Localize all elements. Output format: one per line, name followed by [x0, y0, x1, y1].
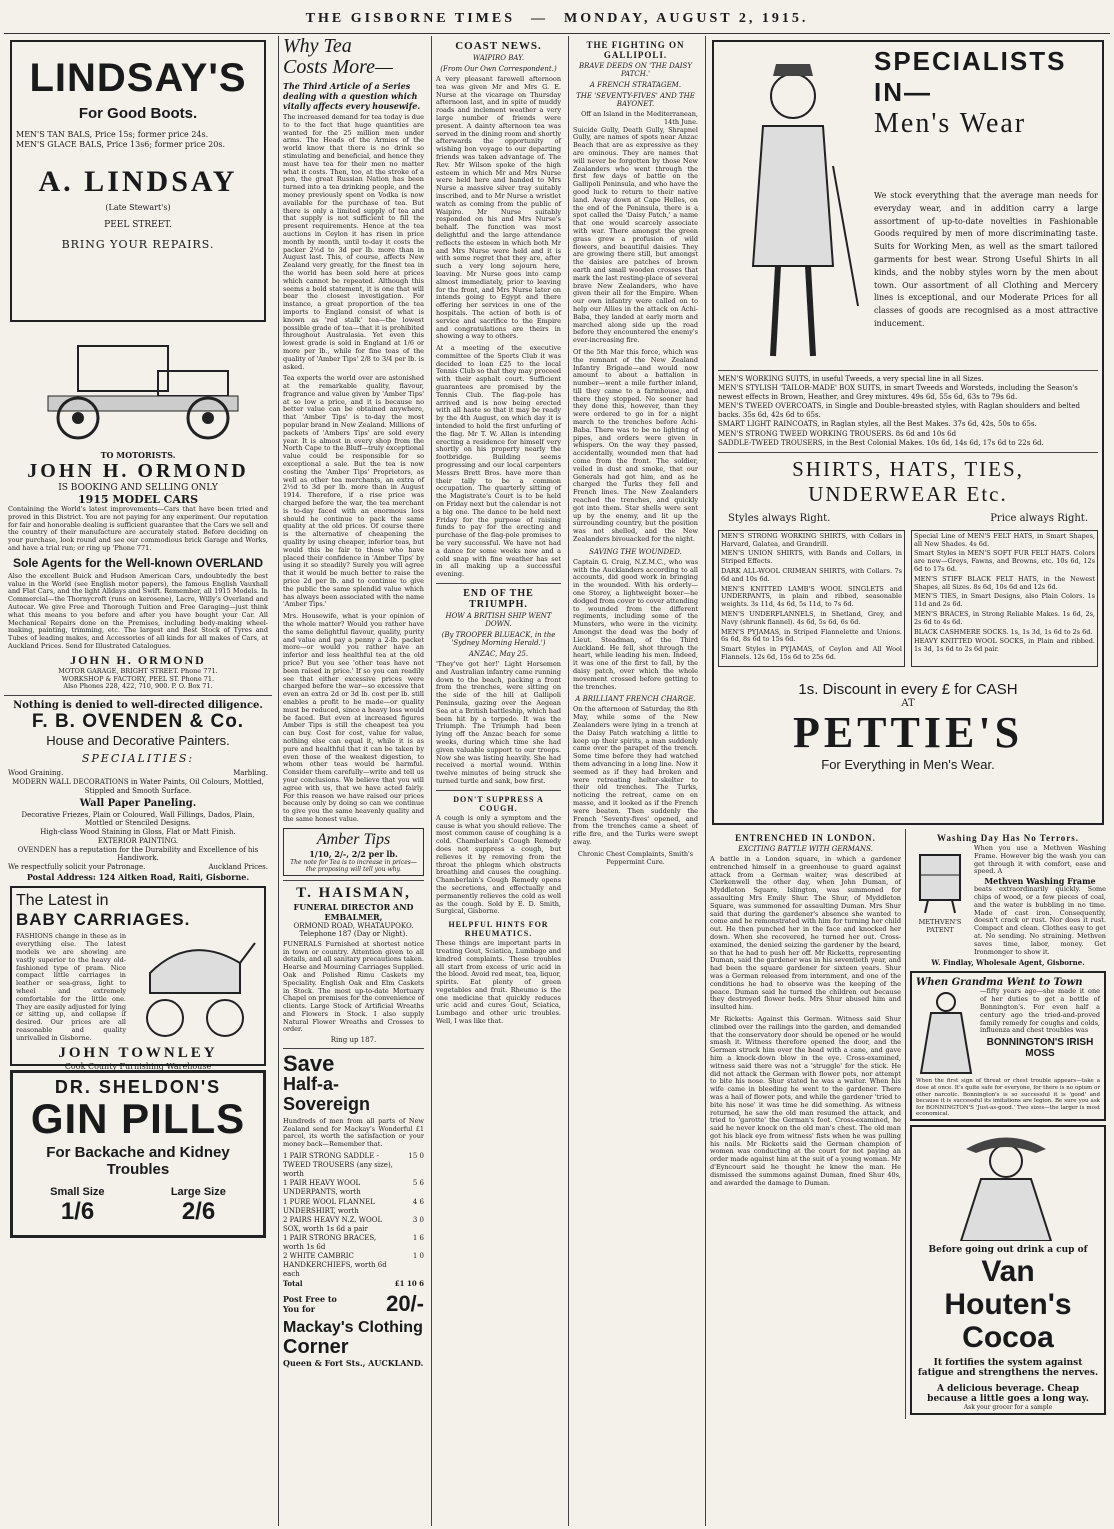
ovenden-l2: MODERN WALL DECORATIONS in Water Paints, Oil Colours, Mottled, Stippled and Smooth Surface.: [12, 778, 264, 795]
coast-from: (From Our Own Correspondent.): [440, 65, 557, 73]
coast-place: WAIPIRO BAY.: [472, 54, 525, 62]
lindsay-cta: BRING YOUR REPAIRS.: [61, 237, 215, 251]
grandma-title: When Grandma Went to Town: [916, 977, 1083, 989]
vanhouten-small: Ask your grocer for a sample: [963, 1404, 1053, 1412]
ovenden-ad: [8, 700, 268, 882]
mackay-postprice: 20/-: [386, 1291, 424, 1317]
bonnington-ad: [910, 971, 1106, 1121]
mackay-item: [283, 1179, 424, 1197]
mackay-item-text: 2 PAIRS HEAVY N.Z. WOOL SOX, worth 1s 6d a pair: [283, 1215, 383, 1233]
gin-product: GIN PILLS: [30, 1095, 246, 1143]
shirt-item: DARK ALL-WOOL CRIMEAN SHIRTS, with Collars. 7s 6d and 10s 6d.: [721, 566, 902, 583]
ovenden-trade: House and Decorative Painters.: [46, 733, 230, 749]
specialists-item: MEN'S WORKING SUITS, in useful Tweeds, a very special line in all Sizes.: [718, 375, 984, 383]
vanhouten-ad: [910, 1125, 1106, 1415]
ovenden-l7: OVENDEN has a reputation for the Durability and Excellence of his Handiwork.: [17, 845, 259, 863]
rheum-body: These things are important parts in treating Gout, Sciatica, Lumbago and kindred complaints. These troubles all start from excess of uric acid in the blood. Avoid red meat, tea, liquor, spirits. Eat plenty of green vegetables and fruit. Rheumo is the one medicine that quickly reduces uric acid and cures Gout, Sciatica, Lumbago and other uric troubles. Well, I was like that.: [436, 939, 561, 1026]
paper-name: THE GISBORNE TIMES: [305, 10, 516, 26]
triumph-anzac: ANZAC, May 25.: [468, 650, 529, 658]
tea-sub: The Third Article of a Series dealing with a question which vitally affects every housewife.: [283, 81, 421, 111]
ovenden-l8b: Auckland Prices.: [208, 863, 268, 872]
mackay-item: [283, 1152, 424, 1179]
vanhouten-slogan: A delicious beverage. Cheap because a little goes a long way.: [927, 1384, 1089, 1405]
lindsay-name: A. LINDSAY: [38, 164, 238, 198]
specialists-ad: [712, 40, 1104, 825]
ormond-phones: Also Phones 228, 422, 710, 900. P. O. Box 71.: [63, 682, 213, 691]
mackay-item: [283, 1198, 424, 1216]
specialists-t1: SPECIALISTS: [874, 46, 1067, 76]
ormond-body: Containing the World's latest improvements—Cars that have been tried and proved in this District. You are not paying for any experiment. Our reputation for fair and honorable dealing is sufficient guarantee that the Cars we sell and the country of their manufacture are accurately stated. Before deciding on your purchase, look round and see our commodious brick Garage and Works, and have a trial run; or ring up 'Phone 771.: [8, 505, 268, 552]
triumph-title: END OF THE TRIUMPH.: [463, 588, 534, 610]
mackay-intro: Hundreds of men from all parts of New Zealand send for Mackay's Wonderful £1 parcel, its worth the satisfaction or your money back—Remember that.: [283, 1116, 424, 1149]
haisman-trade1: FUNERAL DIRECTOR AND: [293, 901, 414, 912]
triumph-body: 'They've got her!' Light Horsemen and Australian infantry came running down to the beach, packing a front from the trenches, were sitting on the side of the hill at Gallipoli Peninsula, gazing over the Aegean Sea at a British battleship, which had been hit by a torpedo. It was the Triumph. The Triumph had been lying off the Anzac beach for some weeks, during which time she had given valuable support to our troops. Now she was listing heavily. She had received a mortal wound. Within twelve minutes of being struck she turned turtle and sank, bow first.: [436, 660, 561, 785]
mackay-t1: Save: [283, 1051, 335, 1077]
shirt-item: Smart Styles in PYJAMAS, of Ceylon and All Wool Flannels. 12s 6d, 15s 6d to 25s 6d.: [721, 645, 902, 661]
column-4: [568, 36, 702, 1526]
fighting-sub: BRAVE DEEDS ON 'THE DAISY PATCH.': [579, 62, 692, 78]
lindsay-note: (Late Stewart's): [105, 202, 171, 212]
ormond-ad: [8, 326, 268, 691]
washing-sign: W. Findlay, Wholesale Agent, Gisborne.: [931, 958, 1085, 968]
fighting-sub2: THE 'SEVENTY-FIVES' AND THE BAYONET.: [576, 92, 695, 108]
specialists-item: SMART LIGHT RAINCOATS, in Raglan styles, all the Best Makes. 37s 6d, 42s, 50s to 65s.: [718, 420, 1037, 429]
ovenden-l8a: We respectfully solicit your Patronage.: [8, 863, 146, 872]
mackay-name2: Corner: [283, 1336, 349, 1359]
mackay-addr: Queen & Fort Sts., AUCKLAND.: [283, 1358, 424, 1369]
shirt-item: MEN'S UNION SHIRTS, with Bands and Collars, in Striped Effects.: [721, 549, 902, 566]
baby-carriage-ad: [10, 886, 266, 1072]
lindsay-ad: [10, 40, 266, 322]
entrenched-sub: EXCITING BATTLE WITH GERMANS.: [738, 845, 873, 853]
baby-title2: BABY CARRIAGES.: [16, 910, 191, 930]
fighting-body4: On the afternoon of Saturday, the 8th May, while some of the New Zealanders were lying in a trench at the Daisy Patch watching a little to keep up their spirits, a man suddenly came over the parapet of the trench. Some time before they had watched them advancing in a long line. Now it seemed as if they had broken and were retreating helter-skelter to their old trenches. The Turks, noticing the retreat, came on en masse, and it looked as if the French were beaten. Then suddenly the French 'Seventy-fives' opened, and from the trenches came a sheet of rifle fire, and the Turks were swept away.: [573, 705, 698, 846]
shirt-item: MEN'S STRONG WORKING SHIRTS, with Collars in Harvard, Galatea, and Grandrill.: [721, 531, 902, 548]
tea-tag2: The note for Tea is to increase in prices—the proposing will tell you why.: [290, 858, 417, 873]
coast-title: COAST NEWS.: [455, 40, 542, 52]
washing-body2: beats extraordinarily quickly. Some chips of wood, or a few pieces of coal, and the water is bubbling in no time. Made of cast iron. Consequently, doesn't crack or rust. Nor does it rust. Compact and clean. Clothes easy to get at. No sending. No straining. Methven saves time, labor, money. Get Ironmonger to show it.: [974, 885, 1106, 956]
tea-body3: Mrs. Housewife, what is your opinion of the whole matter? Would you rather have the same delightful flavour, quality, purity and value and pay a penny a 2-lb. packet more—or would you rather have an inferior and less healthful tea at the old price? But you see 'other teas have not been raised in price.' If so you can readily see that either excessive prices were charged before the war—so excessive that even an extra 2d or 3d lb. cost per lb. still enables a profit to be made—or quality must be reduced, since a heavy loss would be faced. But even at increased figures Amber Tips is still the cheapest tea you can buy. Cost for cost, value for value, nothing else can equal it, while it is as pure and healthful that it can be taken by even those of the weakest digestion, to whom other teas would be harmful. Consider them carefully—write and tell us your conclusions. We believe that you will agree with us, that we have acted fairly. For this reason we have raised our prices because only by doing so can we continue to give you the same heavenly quality and the same honest value.: [283, 612, 424, 823]
fighting-body3: Captain G. Craig, N.Z.M.C., who was with the Aucklanders according to all accounts, did good work in bringing in the wounded. With his orderly—one Storey, a lightweight boxer—he dodged from cover to cover attending to wounded from the different regiments, including some of the Munsters, who were in the vicinity. Amongst the dead was the body of Lieut. Steadman, of the Third Auckland. He fell, shot through the heart, while leading his men. Indeed, it was one of the first to fall, by the daisy patch, over which the whole movement crossed before getting to the trenches.: [573, 557, 698, 691]
column-3: [431, 36, 565, 1526]
tea-title1: Why Tea: [283, 36, 352, 57]
mackay-item-text: 1 PAIR STRONG SADDLE - TWEED TROUSERS (any size), worth: [283, 1152, 393, 1179]
ovenden-spec: SPECIALITIES:: [81, 752, 195, 766]
mackay-item-price: 15 0: [408, 1152, 424, 1161]
hat-item: Special Line of MEN'S FELT HATS, in Smart Shapes, all New Shades. 4s 6d.: [914, 531, 1095, 548]
ovenden-l5: High-class Wood Staining in Gloss, Flat or Matt Finish.: [40, 828, 236, 837]
discount: 1s. Discount in every £ for CASH: [798, 680, 1018, 698]
washing-label: METHVEN'S PATENT: [918, 918, 962, 934]
column-1: [4, 36, 272, 1526]
mackay-item-text: 1 PAIR HEAVY WOOL UNDERPANTS, worth: [283, 1179, 361, 1197]
ovenden-l1b: Marbling.: [233, 769, 268, 778]
washing-title: Washing Day Has No Terrors.: [936, 833, 1080, 843]
tea-title2: Costs More—: [283, 56, 393, 78]
mackay-item-price: 3 0: [412, 1215, 424, 1224]
fighting-title: THE FIGHTING ON GALLIPOLI.: [586, 40, 685, 60]
hat-item: HEAVY KNITTED WOOL SOCKS, in Plain and ribbed. 1s 3d, 1s 6d to 2s 6d pair.: [914, 637, 1095, 654]
entrenched-body: A battle in a London square, in which a gardener entrenched himself in a greenhouse to guard against attack from a German waiter, was described at Clerkenwell the other day, when John Duman, of Myddleton Square, Islington, was summoned for assaulting Mrs Emily Shur. The Shur, of Myddleton Square, was summoned for assaulting Duman. Mrs Shur said that during the gardener's absence she wanted to come and he remonstrated with him for turning her child out. He then punched her in the face and knocked her down. When she recovered, he turned her out. Cross-examined, the denied seizing the gardener by the beard, so that he had to push her off. Mr Ricketts, representing Duman, said the gardener was in his seventieth year, and had been the square gardener for sixteen years. Shur was a German released from internment, and one of the conditions he had to observe was the keeping of the peace. Duman said he turned the children out because they destroyed flower beds. Mrs Shur abused him and insulted him.: [710, 855, 901, 1012]
specialists-items: [718, 375, 1098, 448]
mackay-item: [283, 1216, 424, 1234]
hats-list: [911, 530, 1098, 667]
shirt-item: MEN'S UNDERFLANNELS, in Shetland, Grey, and Navy (shrunk flannel). 4s 6d, 5s 6d, 6s 6d.: [721, 609, 902, 626]
gin-large: Large Size: [170, 1186, 226, 1199]
specialists-body: We stock everything that the average man needs for everyday wear, and in addition carry a large assortment of up-to-date novelties in Fashionable Goods required by men of more discriminating taste. Suits for Working Men, as well as the smart tailored garments for best wear. Strong Useful Shirts in all kinds, and the nobby styles worn by the men about town. Our assortment of all Clothing and Mercery lines is exceptional, and our Moderate Prices for all classes of goods are recognised as a most attractive inducement.: [874, 191, 1098, 328]
coast-body: A very pleasant farewell afternoon tea was given Mr and Mrs G. E. Nurse at the vicarage on Thursday afternoon last, and in spite of muddy roads and inclement weather a very large number of friends were present. A dainty afternoon tea was served in the dining room and shortly afterwards the opportunity of wishing bon voyage to our departing friends was taken advantage of. The Rev. Mr Wilson spoke of the high esteem in which Mr and Mrs Nurse were held here and handed to Mrs Nurse a massive silver tray suitably inscribed, and to Mr Nurse a wristlet watch as coming from the public of Waipiro. Mr Nurse suitably responded on his and Mrs Nurse's behalf. The function was most delightful and the large attendance reflects the esteem in which both Mr and Mrs Nurse were held and it is with some regret that they are, after such a very long sojourn here, leaving. Mr Nurse goes into camp almost immediately, prior to leaving for the front, and Mrs Nurse later on intends going to Egypt and there offering her services in one of the hospitals. The action of both is of service and sacrifice to the Empire and congratulations are theirs in showing a way to others.: [436, 75, 561, 341]
mackay-item-price: 4 6: [412, 1197, 424, 1206]
mackay-item: [283, 1234, 424, 1252]
shirt-item: MEN'S PYJAMAS, in Striped Flannelette and Unions. 6s 6d, 8s 6d to 15s 6d.: [721, 627, 902, 644]
vanhouten-brand: Van Houten's: [944, 1255, 1072, 1322]
tea-logo: Amber Tips: [316, 830, 391, 848]
coast-body2: At a meeting of the executive committee of the Sports Club it was decided to loan £25 to the local Tennis Club so that they may proceed with their asphalt court. Sufficient guarantees are promised by the Tennis Club. The flag-pole has arrived and is now being erected with all haste so that it may be ready by the 4th August, on which day it is intended to hold the first unfurling of the flag. Mr T. W. Allan is intending erecting a residence for himself very shortly on his property nearly the footbridge. Building seems progressing and our local carpenters Messrs Brett Bros. have more than their tally to be a common occupation. The quarterly sitting of the Magistrate's Court is to be held on Friday next but the calendar is not a big one. The dance to be held next Friday for the purpose of raising funds to pay for the erecting and purchase of the flag-pole promises to be very successful. We have not had a dance for some weeks now and a cold snap with fine weather has set in all making up a successful evening.: [436, 344, 561, 579]
haisman-name: T. HAISMAN,: [296, 884, 411, 901]
mackay-name1: Mackay's Clothing: [283, 1319, 423, 1337]
ovenden-addr: Postal Address: 124 Aitken Road, Raiti, Gisborne.: [26, 872, 250, 883]
ormond-body2: Also the excellent Buick and Hudson American Cars, undoubtedly the best value in the World (see English motor papers), the famous English Vauxhall and Flat Cars, and the light Alldays and Swift. Remember, all 1915 Models. In Commercial—the Thornycroft (runs on kerosene), Lacre, Willy's Overland and Autocar. We give Free and Thorough Tuition and Free Garaging—just think what this means to you before and after you have bought your Car. All Mechanical Repairs done on the Premises, including body-making wheel-making, painting, trimming, etc. The largest and Best Stock of Tyres and Tubes of leading makes, and Accessories of all kinds for all makes of Cars, at Auckland Prices. Send for Illustrated Catalogues.: [8, 571, 268, 650]
hat-item: BLACK CASHMERE SOCKS. 1s, 1s 3d, 1s 6d to 2s 6d.: [914, 627, 1093, 636]
baby-title1: The Latest in: [16, 892, 109, 910]
hat-item: Smart Styles in MEN'S SOFT FUR FELT HATS. Colors are new—Greys, Fawns, and Browns, etc. 10s 6d, 12s 6d to 17s 6d.: [914, 549, 1095, 573]
fighting-saving: SAVING THE WOUNDED.: [589, 547, 682, 556]
vanhouten-product: Cocoa: [962, 1321, 1054, 1355]
ormond-address: MOTOR GARAGE, BRIGHT STREET. Phone 771.: [58, 666, 218, 675]
entrenched-article: [706, 829, 906, 1419]
bonnington-brand: BONNINGTON'S IRISH MOSS: [986, 1037, 1094, 1060]
masthead: THE GISBORNE TIMES — MONDAY, AUGUST 2, 1915.: [4, 4, 1110, 34]
mackay-item-price: 1 6: [412, 1233, 424, 1242]
lindsay-title: LINDSAY'S: [29, 56, 247, 100]
vanhouten-tag: It fortifies the system against fatigue and strengthens the nerves.: [917, 1358, 1099, 1379]
ormond-to: TO MOTORISTS.: [100, 450, 176, 460]
ormond-agents: Sole Agents for the Well-known OVERLAND: [12, 555, 263, 570]
mackay-items: [283, 1152, 424, 1279]
tea-tag: 1/10, 2/-, 2/2 per lb.: [309, 848, 398, 859]
specialists-t2: IN—: [874, 77, 932, 107]
lindsay-line2: MEN'S GLACE BALS, Price 13s6; former price 20s.: [16, 140, 226, 150]
fighting-strat: A FRENCH STRATAGEM.: [589, 81, 682, 89]
haisman-addr: ORMOND ROAD, WHATAUPOKO.: [293, 921, 414, 930]
baby-name: JOHN TOWNLEY: [58, 1045, 218, 1062]
specialists-item: MEN'S STRONG TWEED WORKING TROUSERS. 8s 6d and 10s 6d: [718, 429, 957, 438]
washing-product: Methven Washing Frame: [984, 876, 1096, 887]
pram-illustration: [130, 933, 260, 1043]
triumph-trooper: (By TROOPER BLUEACK, in the 'Sydney Morning Herald.'): [441, 631, 556, 647]
tea-body2: Tea experts the world over are astonished at the remarkable quality, flavour, fragrance and value given by 'Amber Tips' at so low a price, and it is because no better value can be obtained anywhere, that 'Amber Tips' is to-day the most popular brand in New Zealand. Millions of packets of 'Ambers Tips' are sold every year. It is almost in every shop from the North Cape to the Bluff—truly exceptional value could be responsible for so exceptional a sale. But the tea is now costing the 'Amber Tips' Proprietors, as well as other tea merchants, an extra of 2½d to 3d per lb. more than in August 1914. Therefore, if a rise price was charged before the war, the tea merchant is to-day faced with an enormous loss should he continue to pack the same quality at the old prices. Of course there is the alternative of cheapening the quality by using cheaper, inferior teas, but would this be fair to those who have placed their confidence in 'Amber Tips' by using it so steadily? Surely you will agree that it would be much better to raise the price 2d per lb. and to continue to give the public the same splendid value which has always been associated with the name 'Amber Tips.': [283, 374, 424, 609]
entrenched-title: ENTRENCHED IN LONDON.: [735, 833, 876, 843]
gin-for: For Backache and Kidney Troubles: [46, 1144, 230, 1179]
ovenden-l4: Decorative Friezes, Plain or Coloured, Wall Fillings, Dados, Plain, Mottled or Stenciled Designs.: [21, 810, 255, 828]
lindsay-sub: For Good Boots.: [78, 105, 198, 122]
gin-pills-ad: [10, 1070, 266, 1238]
haisman-ring: Ring up 187.: [330, 1036, 377, 1045]
specialists-t3: Men's Wear: [874, 108, 1027, 139]
tea-body: The increased demand for tea today is due to to the fact that huge quantities are wanted for the 25 million men under arms. The Heads of the Armies of the world know that there is no drink so stimulating and beneficial, and hence they must have tea for their men no matter what it costs. Then, too, at the stroke of a pen, the great Russian Nation has been turned into a tea drinking people, and the money previously spent on Vodka is now available for the purchase of tea. But there is only a limited supply of tea and that supply is not sufficient to fill the present requirements. Hence at the tea auctions in Ceylon it has risen in price month by month, until to-day it costs the packer 2½d to 3d per lb. more than in August last. This, of course, affects New Zealand very greatly, for the finest tea in the world has been sold here at prices which cannot be repeated. Although this seems a bold statement, it is one that will bear the closest investigation. For instance, a great proportion of the tea imports to England consist of what is known as 'red stalk' tea—the lowest possible grade of tea—that it is prohibited throughout Australasia. Yet even this lowest grade is sold in England at 1/6 or more per lb., while for fine teas of the quality of 'Amber Tips' 2/8 to 3/4 per lb. is asked.: [283, 113, 424, 371]
washer-illustration: [910, 845, 970, 915]
mackay-item-text: 1 PAIR STRONG BRACES, worth 1s 6d: [283, 1233, 377, 1251]
mackay-item-text: 1 PURE WOOL FLANNEL UNDERSHIRT, worth: [283, 1197, 375, 1215]
haisman-trade2: EMBALMER,: [324, 911, 383, 922]
lady-illustration: [916, 1131, 1096, 1241]
specialists-item: MEN'S STYLISH 'TAILOR-MADE' BOX SUITS, in smart Tweeds and Worsteds, including the Season's newest effects in Brown, Heather, and Grey mixtures. 49s 6d, 55s 6d, 63s to 79s 6d.: [718, 384, 1078, 402]
cough-body: A cough is only a symptom and the cause is what you should relieve. The most common cause of coughing is a cold. Chamberlain's Cough Remedy does not suppress a cough, but relieves it by removing from the throat the phlegm which obstructs breathing and causes the coughing. Chamberlain's Cough Remedy opens the secretions, and effectually and permanently relieves the cold as well as the cough. Sold by E. D. Smith, Surgical, Gisborne.: [436, 813, 561, 916]
fighting-body2: Of the 5th Mar this force, which was the remnant of the New Zealand Infantry Brigade—and would now amount to about a battalion in number—went a mile further inland, till they came to a farmhouse, and there they stopped. No sooner had they done this, however, than they were ordered to go in for a night march to the trenches before Achi-Baba. There was to be no lighting of pipes, and orders were given in whispers. On the way they passed, accidentally, wounded men that had come from the front. The soldier, veiled in dust and smoke, that our Generals had got him, and as he charged the Turks they fell and French lines. The New Zealanders reached the trenches, and quickly got into them. Star shells were sent up by the enemy, and lit up the surrounding country, but the position was not shelled, and the New Zealanders bivouacked for the night.: [573, 347, 698, 544]
ovenden-intro: Nothing is denied to well-directed diligence.: [13, 700, 263, 712]
ormond-name2: JOHN H. ORMOND: [70, 652, 206, 667]
cough-title: DON'T SUPPRESS A COUGH.: [453, 794, 544, 813]
column-5: [705, 36, 1110, 1526]
hat-item: MEN'S BRACES, in Strong Reliable Makes. 1s 6d, 2s, 2s 6d to 4s 6d.: [914, 609, 1095, 626]
tea-article: [283, 36, 424, 876]
ovenden-l3: Wall Paper Paneling.: [79, 797, 197, 809]
ovenden-l6: EXTERIOR PAINTING.: [97, 836, 179, 845]
petties-name: PETTIE'S: [792, 707, 1024, 757]
ormond-model: 1915 MODEL CARS: [77, 493, 199, 506]
haisman-body: FUNERALS Furnished at shortest notice in town or country. Attention given to all details, and all sanitary precautions taken. Hearse and Mourning Carriages Supplied. Oak and Polished Rimu Caskets my Speciality. English Oak and Elm Caskets in Stock. The most up-to-date Mortuary Chapel on premises for the convenience of clients. Large Stock of Artificial Wreaths and Flowers in Stock. I also supply Natural Flower Wreaths and Crosses to order.: [283, 939, 424, 1034]
mackay-ad: [283, 1053, 424, 1368]
ormond-line: IS BOOKING AND SELLING ONLY: [58, 483, 218, 493]
styles-head: Styles always Right.: [728, 512, 831, 524]
fighting-dateline: Off an Island in the Mediterranean, 14th June.: [581, 110, 698, 126]
mackay-total: £1 10 6: [394, 1279, 424, 1289]
baby-sub: Cook County Furnishing Warehouse: [64, 1062, 212, 1072]
motor-car-illustration: [8, 326, 268, 446]
fighting-charge: A BRILLIANT FRENCH CHARGE.: [575, 695, 696, 704]
gin-name: DR. SHELDON'S: [54, 1077, 222, 1098]
specialists-item: SADDLE-TWEED TROUSERS, in the Best Colonial Makes. 10s 6d, 14s 6d, 17s 6d to 22s 6d.: [718, 438, 1044, 447]
baby-body: FASHIONS change in these as in everything else. The latest models we are showing are vastly superior to the heavy old-fashioned type of pram. Nice compact little carriages in leather or sea-grass, light to wheel and extremely comfortable for the little one. They are easily adjusted for lying or sitting up, and collapse if desired. Our prices are all reasonable and quality unrivalled in Gisborne.: [16, 932, 126, 1042]
mackay-total-label: Total: [283, 1279, 303, 1289]
hat-item: MEN'S STIFF BLACK FELT HATS, in the Newest Shapes, all Sizes. 8s 6d, 10s 6d and 12s 6d.: [914, 574, 1095, 591]
ormond-address2: WORKSHOP & FACTORY, PEEL ST. Phone 71.: [61, 674, 215, 683]
shirts-list: [718, 530, 905, 667]
price-head: Price always Right.: [990, 512, 1088, 524]
ovenden-name: F. B. OVENDEN & Co.: [31, 711, 245, 733]
fighting-body: Suicide Gully, Death Gully, Shrapnel Gully, are names of spots near Anzac Beach that are as expressive as they are ominous. They are names that will never be forgotten by those New Zealanders who went through the first few days of battle on the Gallipoli Peninsula, and who have the good luck to return to their native land. Away down at Cape Helles, on the end of the Peninsula, there is a spot called the 'Daisy Patch,' a name that one would scarcely associate with war. There amongst the green grass grew a profusion of wild flowers, and beautiful daisies. They are growing there still, but amongst the daisies are patches of brown earth and small wooden crosses that mark the last resting-place of several brave New Zealanders, who have given their all for the Empire. When our own infantry were called on to help our Allies in the attack on Achi-Baba, they landed at early morn and marched along side up the road before they encountered the enemy's ever-increasing fire.: [573, 125, 698, 345]
fighting-note: Chronic Chest Complaints, Smith's Peppermint Cure.: [577, 849, 694, 866]
bonnington-small: When the first sign of threat or chest trouble appears—take a dose at once. It's quite safe for everyone, for there is no opium or other narcotic. Bonnington's is so successful it is 'good' and because it is successful its imitations are legion. Be sure you ask for BONNINGTON'S 'Just-as-good.' Two sizes—the larger is most economical.: [916, 1078, 1100, 1118]
washing-body: When you use a Methven Washing Frame. However big the wash you can get through it with comfort, ease and speed. A: [974, 844, 1106, 876]
triumph-sub: HOW A BRITISH SHIP WENT DOWN.: [445, 612, 552, 628]
gin-price-small: 1/6: [60, 1198, 95, 1226]
specialists-item: MEN'S TWEED OVERCOATS, in Single and Double-breasted styles, with Raglan shoulders and belted backs. 35s 6d, 42s 6d to 65s.: [718, 402, 1081, 420]
mackay-t2: Half-a-Sovereign: [283, 1074, 371, 1115]
column-2: [278, 36, 428, 1526]
rheum-title: HELPFUL HINTS FOR RHEUMATICS.: [448, 920, 549, 939]
petties-tag: For Everything in Men's Wear.: [821, 757, 995, 773]
mackay-item: [283, 1252, 424, 1279]
shirt-item: MEN'S KNITTED LAMB'S WOOL SINGLETS and UNDERPANTS, in plain and ribbed, seasonable weights. 3s 11d, 4s 6d, 5s 11d, to 7s 6d.: [721, 584, 902, 609]
ovenden-l1a: Wood Graining.: [8, 769, 64, 778]
mackay-item-text: 2 WHITE CAMBRIC HANDKERCHIEFS, worth 6d each: [283, 1252, 387, 1279]
gin-small: Small Size: [50, 1186, 105, 1199]
grandma-body: —fifty years ago—she made it one of her duties to get a bottle of Bonnington's. For even half a century ago the tried-and-proved family remedy for coughs and colds, influenza and chest troubles was: [980, 987, 1100, 1035]
haisman-phone: Telephone 187 (Day or Night).: [299, 929, 408, 938]
ormond-name: JOHN H. ORMOND: [27, 460, 249, 482]
discount-at: AT: [901, 697, 915, 709]
shirts-title: SHIRTS, HATS, TIES, UNDERWEAR Etc.: [792, 456, 1024, 506]
gin-price-large: 2/6: [181, 1198, 216, 1226]
grandma-illustration: [916, 988, 976, 1078]
lindsay-line1: MEN'S TAN BALS, Price 15s; former price 24s.: [16, 130, 209, 139]
mackay-post: Post Free to You for: [283, 1294, 337, 1315]
mackay-item-price: 5 6: [412, 1179, 424, 1188]
washing-ad: [910, 833, 1106, 967]
hat-item: MEN'S TIES, in Smart Designs, also Plain Colors. 1s 11d and 2s 6d.: [914, 592, 1095, 609]
lindsay-street: PEEL STREET.: [104, 219, 172, 230]
mackay-item-price: 1 0: [412, 1252, 424, 1261]
paper-date: MONDAY, AUGUST 2, 1915.: [564, 10, 809, 26]
gentleman-illustration: [718, 46, 868, 366]
entrenched-body2: Mr Ricketts: Against this German. Witness said Shur climbed over the railings into the garden, and demanded that the conservatory door should be opened or he would smash it. Witness therefore opened the door, and the German struck him over the head with a cane, and gave him a knock-down blow in the eye. Cross-examined, witness said there was not a 'struggle' for the stick. He did not attack the German with flower pots, nor attempt to bite his nose. Shur stated he was a waiter. When his wife came in bleeding he went to the gardener. There was a hail of flower pots, and while the gardener 'tried to bite his nose' it was time he did something. As witness returned, he saw the old man resumed the attack, and tried to 'garotte' the German's foot. Cross-examined, he said he never knock on the old man's chest. The old man got his black eye from witness' fists when he was pulling his nails. Mr Ricketts said the German champion of women was conducting at the court for not paying an order made against him at the suit of a young woman. Mr d'Eyncourt said he thought he knew the man. He dismissed the summons against Duman, fined Shur 40s, and awarded the damage to Duman.: [710, 1014, 901, 1187]
vanhouten-top: Before going out drink a cup of: [928, 1245, 1088, 1256]
haisman-ad: [283, 885, 424, 1045]
